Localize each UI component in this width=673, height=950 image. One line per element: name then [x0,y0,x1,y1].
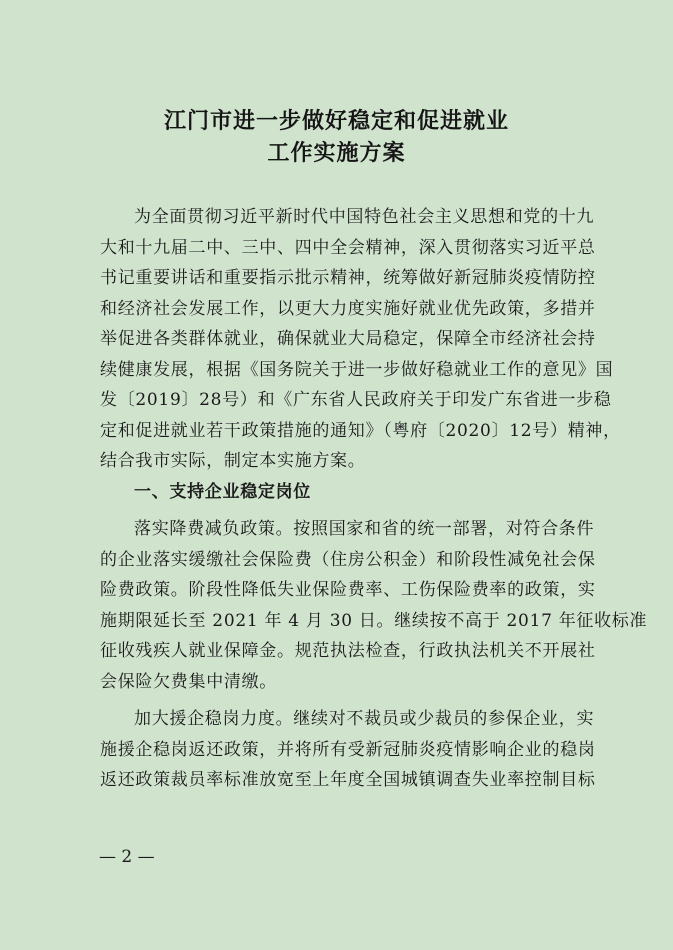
paragraph-line: 施期限延长至 2021 年 4 月 30 日。继续按不高于 2017 年征收标准 [100,610,648,631]
paragraph-line: 会保险欠费集中清缴。 [100,671,277,692]
paragraph-line: 定和促进就业若干政策措施的通知》（粤府〔2020〕12号）精神， [100,420,621,441]
paragraph-line: 落实降费减负政策。按照国家和省的统一部署，对符合条件 [134,519,595,539]
paragraph-line: 征收残疾人就业保障金。规范执法检查，行政执法机关不开展社 [100,641,596,661]
document-title-line-2: 工作实施方案 [267,140,406,166]
paragraph-line: 和经济社会发展工作，以更大力度实施好就业优先政策，多措并 [100,298,596,319]
paragraph-line: 发〔2019〕28号）和《广东省人民政府关于印发广东省进一步稳 [100,390,612,410]
paragraph-line: 书记重要讲话和重要指示批示精神，统筹做好新冠肺炎疫情防控 [100,268,596,288]
document-body [100,202,648,796]
paragraph-line: 续健康发展，根据《国务院关于进一步做好稳就业工作的意见》国 [100,359,614,380]
paragraph-line: 加大援企稳岗力度。继续对不裁员或少裁员的参保企业，实 [134,709,595,729]
paragraph-line: 返还政策裁员率标准放宽至上年度全国城镇调查失业率控制目标 [100,770,596,790]
paragraph-line: 施援企稳岗返还政策，并将所有受新冠肺炎疫情影响企业的稳岗 [100,739,596,760]
document-title-line-1: 江门市进一步做好稳定和促进就业 [163,108,509,134]
paragraph-line: 大和十九届二中、三中、四中全会精神，深入贯彻落实习近平总 [100,237,596,258]
section-heading: 一、支持企业稳定岗位 [134,481,311,502]
paragraph-line: 举促进各类群体就业，确保就业大局稳定，保障全市经济社会持 [100,329,596,349]
page-number: — 2 — [99,847,155,867]
paragraph-line: 险费政策。阶段性降低失业保险费率、工伤保险费率的政策，实 [100,580,596,600]
paragraph-line: 结合我市实际，制定本实施方案。 [100,451,366,471]
paragraph-line: 的企业落实缓缴社会保险费（住房公积金）和阶段性减免社会保 [100,549,596,570]
paragraph-line: 为全面贯彻习近平新时代中国特色社会主义思想和党的十九 [134,207,595,227]
